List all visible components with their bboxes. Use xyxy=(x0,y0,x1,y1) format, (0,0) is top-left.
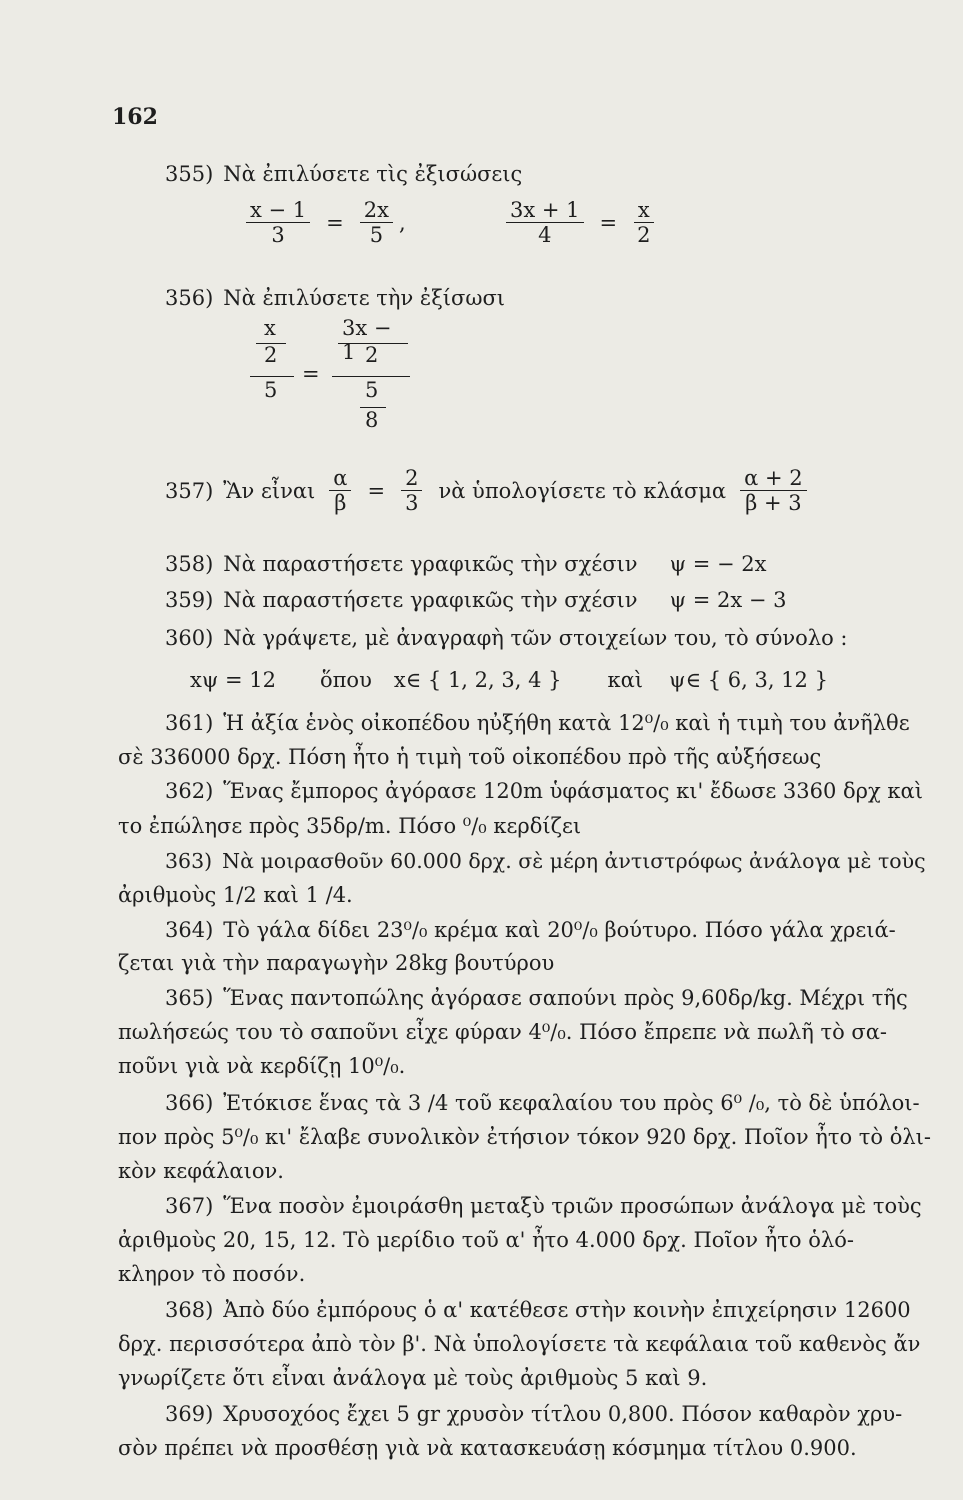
problem-number: 365) xyxy=(165,986,214,1010)
problem-358 xyxy=(165,550,766,578)
word: καὶ xyxy=(607,668,644,692)
formula: ψ = − 2x xyxy=(669,552,767,576)
fraction xyxy=(633,198,654,247)
problem-366-line3: κὸν κεφάλαιον. xyxy=(118,1159,284,1183)
problem-number: 367) xyxy=(165,1194,214,1218)
complex-fraction-356 xyxy=(250,316,410,438)
numerator: 3x − 1 xyxy=(342,316,392,364)
problem-text: Νὰ ἐπιλύσετε τὶς ἐξισώσεις xyxy=(223,162,523,186)
problem-367-line2: ἀριθμοὺς 20, 15, 12. Τὸ μερίδιο τοῦ α' ἦτο 4.000 δρχ. Ποῖον ἦτο ὁλό- xyxy=(118,1228,854,1252)
problem-number: 356) xyxy=(165,286,214,310)
problem-number: 355) xyxy=(165,162,214,186)
fraction xyxy=(740,466,807,515)
problem-366-line2: πον πρὸς 5⁰/₀ κι' ἔλαβε συνολικὸν ἐτήσιον τόκον 920 δρχ. Ποῖον ἦτο τὸ ὁλι- xyxy=(118,1125,932,1149)
numerator: 5 xyxy=(365,378,379,402)
problem-text: Νὰ γράψετε, μὲ ἀναγραφὴ τῶν στοιχείων του, τὸ σύνολο : xyxy=(223,626,848,650)
denominator: 2 xyxy=(264,343,278,367)
separator: , xyxy=(398,210,406,235)
problem-369-line2: σὸν πρέπει νὰ προσθέσῃ γιὰ νὰ κατασκευάσῃ κόσμημα τίτλου 0.900. xyxy=(118,1436,857,1460)
problem-text: Ἐτόκισε ἕνας τὰ 3 /4 τοῦ κεφαλαίου του πρὸς 6⁰ /₀, τὸ δὲ ὑπόλοι- xyxy=(223,1091,920,1115)
problem-359 xyxy=(165,586,787,614)
equals-sign: = xyxy=(302,362,320,386)
denominator: β xyxy=(334,491,347,515)
problem-368-line3: γνωρίζετε ὅτι εἶναι ἀνάλογα μὲ τοὺς ἀριθμοὺς 5 καὶ 9. xyxy=(118,1366,708,1390)
problem-text: Νὰ μοιρασθοῦν 60.000 δρχ. σὲ μέρη ἀντιστρόφως ἀνάλογα μὲ τοὺς xyxy=(222,849,926,873)
equals-sign: = xyxy=(367,478,386,503)
problem-363 xyxy=(165,847,926,875)
problem-text: νὰ ὑπολογίσετε τὸ κλάσμα xyxy=(438,478,727,503)
numerator: α xyxy=(329,466,351,491)
fraction xyxy=(246,198,310,247)
formula: xψ = 12 xyxy=(190,668,276,692)
problem-text: Νὰ παραστήσετε γραφικῶς τὴν σχέσιν xyxy=(223,552,638,576)
denominator: 3 xyxy=(271,223,285,247)
problem-361 xyxy=(165,709,910,737)
denominator: β + 3 xyxy=(745,491,802,515)
problem-text: Νὰ ἐπιλύσετε τὴν ἐξίσωσι xyxy=(223,286,506,310)
fraction xyxy=(506,198,584,247)
numerator: x xyxy=(264,316,276,340)
equals-sign: = xyxy=(599,210,618,235)
problem-368 xyxy=(165,1296,911,1324)
problem-number: 368) xyxy=(165,1298,214,1322)
numerator: x − 1 xyxy=(246,198,310,223)
denominator: 2 xyxy=(637,223,651,247)
problem-367 xyxy=(165,1192,922,1220)
problem-363-line2: ἀριθμοὺς 1/2 καὶ 1 /4. xyxy=(118,883,353,907)
problem-number: 362) xyxy=(165,779,214,803)
problem-361-line2: σὲ 336000 δρχ. Πόση ἦτο ἡ τιμὴ τοῦ οἰκοπέδου πρὸ τῆς αὐξήσεως xyxy=(118,745,822,769)
formula: ψ = 2x − 3 xyxy=(669,588,787,612)
equation-355-a xyxy=(240,198,406,247)
problem-367-line3: κληρον τὸ ποσόν. xyxy=(118,1262,306,1286)
numerator: 2x xyxy=(360,198,393,223)
denominator: 8 xyxy=(365,408,379,432)
denominator: 4 xyxy=(538,223,552,247)
problem-number: 363) xyxy=(165,849,213,873)
problem-text: Τὸ γάλα δίδει 23⁰/₀ κρέμα καὶ 20⁰/₀ βούτυρο. Πόσο γάλα χρειά- xyxy=(223,918,896,942)
problem-text: Χρυσοχόος ἔχει 5 gr χρυσὸν τίτλου 0,800. Πόσον καθαρὸν χρυ- xyxy=(223,1402,903,1426)
problem-362 xyxy=(165,777,923,805)
word: ὅπου xyxy=(319,668,372,692)
numerator: 3x + 1 xyxy=(506,198,584,223)
equals-sign: = xyxy=(326,210,344,235)
problem-number: 357) xyxy=(165,478,214,503)
fraction xyxy=(329,466,351,515)
problem-365-line2: πωλήσεώς του τὸ σαποῦνι εἶχε φύραν 4⁰/₀. Πόσο ἔπρεπε νὰ πωλῆ τὸ σα- xyxy=(118,1020,888,1044)
problem-364-line2: ζεται γιὰ τὴν παραγωγὴν 28kg βουτύρου xyxy=(118,951,555,975)
problem-text: Ἡ ἀξία ἑνὸς οἰκοπέδου ηὐξήθη κατὰ 12⁰/₀ καὶ ἡ τιμὴ του ἀνῆλθε xyxy=(223,711,910,735)
problem-text: Ἂν εἶναι xyxy=(223,478,316,503)
equation-355-b xyxy=(500,198,661,247)
problem-text: Ἕνας ἔμπορος ἀγόρασε 120m ὑφάσματος κι' ἔδωσε 3360 δρχ καὶ xyxy=(223,779,923,803)
numerator: 2 xyxy=(401,466,422,491)
denominator: 3 xyxy=(405,491,419,515)
numerator: x xyxy=(634,198,654,223)
problem-368-line2: δρχ. περισσότερα ἀπὸ τὸν β'. Νὰ ὑπολογίσετε τὰ κεφάλαια τοῦ καθενὸς ἄν xyxy=(118,1332,921,1356)
problem-355 xyxy=(165,160,522,188)
set-x: x∈ { 1, 2, 3, 4 } xyxy=(393,668,562,692)
problem-360 xyxy=(165,624,848,652)
problem-text: Ἕνα ποσὸν ἐμοιράσθη μεταξὺ τριῶν προσώπων ἀνάλογα μὲ τοὺς xyxy=(223,1194,922,1218)
problem-number: 359) xyxy=(165,588,214,612)
problem-357 xyxy=(165,466,813,515)
set-psi: ψ∈ { 6, 3, 12 } xyxy=(669,668,828,692)
problem-360-formula xyxy=(190,666,828,694)
page-number: 162 xyxy=(112,104,158,130)
fraction xyxy=(360,198,393,247)
problem-number: 369) xyxy=(165,1402,214,1426)
problem-text: Νὰ παραστήσετε γραφικῶς τὴν σχέσιν xyxy=(223,588,638,612)
problem-number: 366) xyxy=(165,1091,214,1115)
denominator: 5 xyxy=(264,378,278,402)
problem-text: Ἕνας παντοπώλης ἀγόρασε σαπούνι πρὸς 9,60δρ/kg. Μέχρι τῆς xyxy=(223,986,908,1010)
problem-number: 361) xyxy=(165,711,214,735)
problem-text: Ἀπὸ δύο ἐμπόρους ὁ α' κατέθεσε στὴν κοινὴν ἐπιχείρησιν 12600 xyxy=(223,1298,911,1322)
problem-365-line3: ποῦνι γιὰ νὰ κερδίζῃ 10⁰/₀. xyxy=(118,1054,406,1078)
fraction xyxy=(401,466,422,515)
problem-364 xyxy=(165,916,896,944)
problem-number: 358) xyxy=(165,552,214,576)
problem-356 xyxy=(165,284,505,312)
problem-362-line2: το ἐπώλησε πρὸς 35δρ/m. Πόσο ⁰/₀ κερδίζει xyxy=(118,814,582,838)
problem-number: 360) xyxy=(165,626,214,650)
problem-365 xyxy=(165,984,908,1012)
problem-369 xyxy=(165,1400,902,1428)
problem-366 xyxy=(165,1089,920,1117)
numerator: α + 2 xyxy=(740,466,807,491)
denominator: 2 xyxy=(365,343,379,367)
denominator: 5 xyxy=(369,223,384,247)
problem-number: 364) xyxy=(165,918,214,942)
